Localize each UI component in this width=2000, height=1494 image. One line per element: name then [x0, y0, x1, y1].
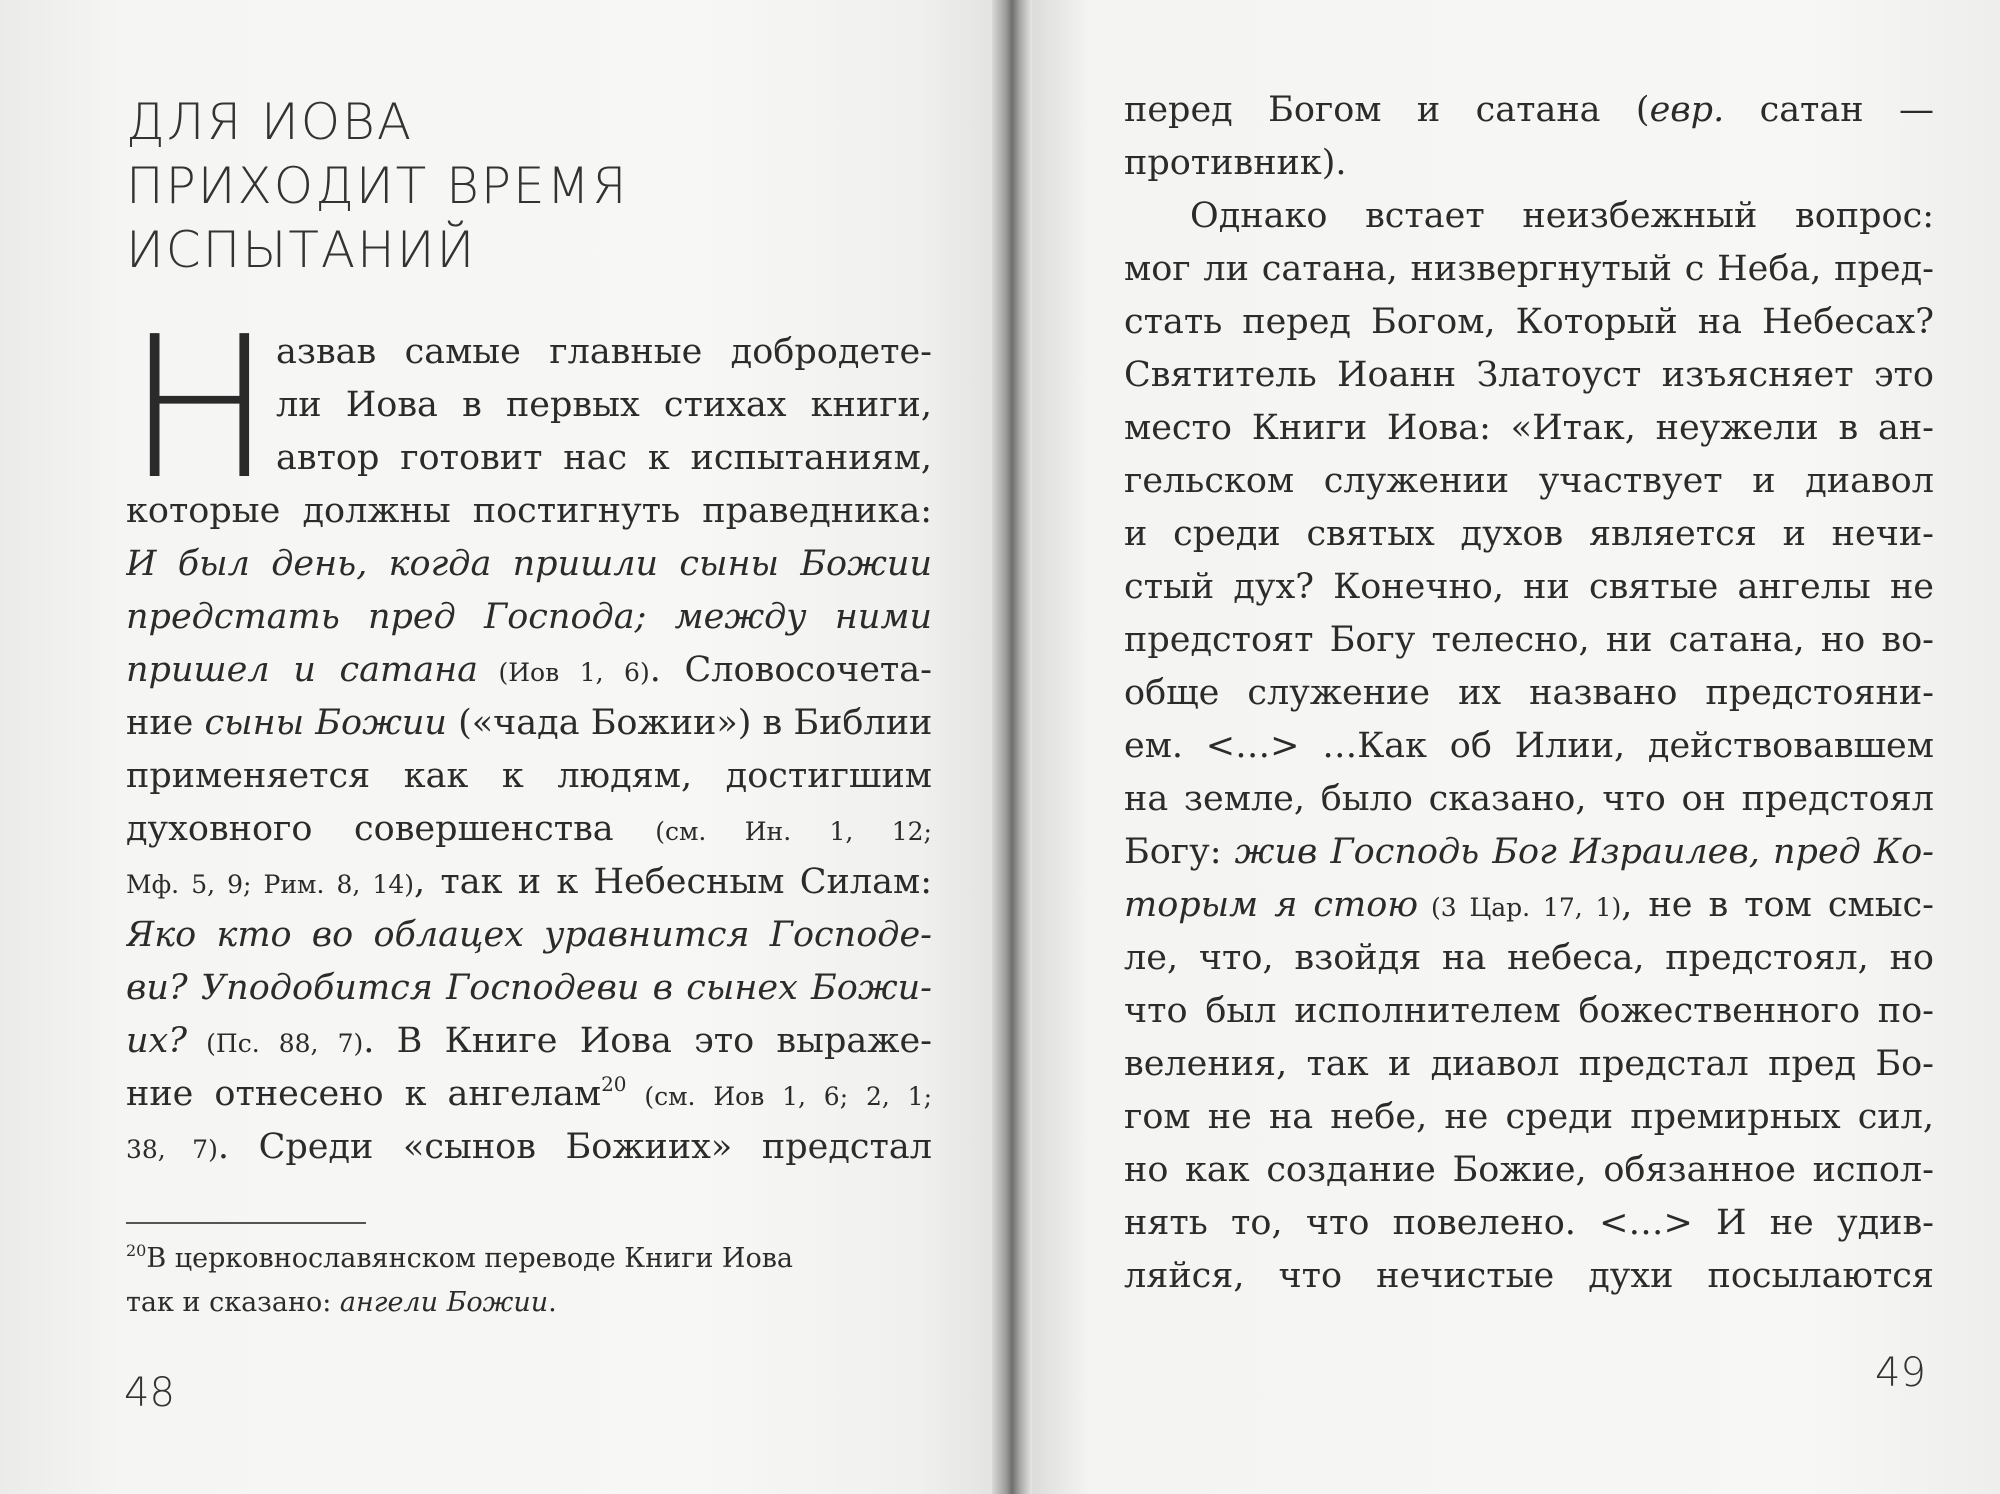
text-line: ли Иова в первых стихах книги, [276, 385, 932, 425]
text-line: ле, что, взойдя на небеса, предстоял, но [1124, 938, 1934, 978]
footnote-reference: 20 [601, 1072, 627, 1096]
footnote-line: $^{20}$В церковнославянском переводе Книги Иова [126, 1241, 794, 1274]
text-line: духовного совершенства (см. Ин. 1, 12; [126, 809, 932, 849]
footnote-marker: 20 [126, 1241, 147, 1260]
text-line: и среди святых духов является и нечи- [1124, 514, 1934, 554]
text-line: 38, 7). Среди «сынов Божиих» предстал [126, 1127, 932, 1167]
text-line: Богу: жив Господь Бог Израилев, пред Ко- [1124, 832, 1934, 872]
quote-line: ви? Уподобится Господеви в сынех Божи- [126, 968, 932, 1008]
quote-line: предстать пред Господа; между ними [126, 597, 932, 637]
text-line: пришел и сатана (Иов 1, 6). Словосочета- [126, 650, 932, 690]
text-line: но как создание Божие, обязанное испол- [1124, 1150, 1934, 1190]
text-line: торым я стою (3 Цар. 17, 1), не в том смыс- [1124, 885, 1934, 925]
text-line: ляйся, что нечистые духи посылаются [1124, 1256, 1934, 1296]
text-line: Однако встает неизбежный вопрос: [1190, 196, 1934, 236]
text-line: что был исполнителем божественного по- [1124, 991, 1934, 1031]
text-line: веления, так и диавол предстал пред Бо- [1124, 1044, 1934, 1084]
chapter-title-line: ДЛЯ ИОВА [126, 93, 414, 151]
text-line: ем. <…> …Как об Илии, действовавшем [1124, 726, 1934, 766]
text-line: применяется как к людям, достигшим [126, 756, 932, 796]
chapter-title [126, 90, 926, 282]
text-line: перед Богом и сатана (евр. сатан — [1124, 90, 1934, 130]
book-gutter [992, 0, 1032, 1494]
text-line: их? (Пс. 88, 7). В Книге Иова это выраже- [126, 1021, 932, 1061]
page-number-left: 48 [124, 1370, 175, 1416]
page-number-right: 49 [1875, 1350, 1926, 1396]
drop-cap: Н [126, 295, 274, 523]
chapter-title-line: ПРИХОДИТ ВРЕМЯ [126, 157, 629, 215]
footnote-line: так и сказано: ангели Божии. [126, 1287, 557, 1318]
text-line: противник). [1124, 143, 1347, 183]
text-line: мог ли сатана, низвергнутый с Неба, пред- [1124, 249, 1934, 289]
text-line: которые должны постигнуть праведника: [126, 491, 932, 531]
text-line: автор готовит нас к испытаниям, [276, 438, 932, 478]
left-body-text [126, 295, 932, 1174]
text-line: место Книги Иова: «Итак, неужели в ан- [1124, 408, 1934, 448]
footnote-divider [126, 1222, 366, 1224]
chapter-title-line: ИСПЫТАНИЙ [126, 221, 477, 279]
footnote [126, 1237, 932, 1325]
text-line: азвав самые главные добродете- [276, 332, 932, 372]
text-line: Святитель Иоанн Златоуст изъясняет это [1124, 355, 1934, 395]
quote-line: И был день, когда пришли сыны Божии [126, 544, 932, 584]
text-line: гом не на небе, не среди премирных сил, [1124, 1097, 1934, 1137]
right-body-text [1124, 84, 1934, 1303]
text-line: ние отнесено к ангелам$^{20}$ (см. Иов 1, 6; 2, 1; [126, 1072, 932, 1114]
text-line: нять то, что повелено. <…> И не удив- [1124, 1203, 1934, 1243]
text-line: ние сыны Божии («чада Божии») в Библии [126, 703, 932, 743]
text-line: Мф. 5, 9; Рим. 8, 14), так и к Небесным Силам: [126, 862, 932, 902]
quote-line: Яко кто во облацех уравнится Господе- [126, 915, 932, 955]
text-line: стать перед Богом, Который на Небесах? [1124, 302, 1934, 342]
text-line: на земле, было сказано, что он предстоял [1124, 779, 1934, 819]
text-line: предстоят Богу телесно, ни сатана, но во- [1124, 620, 1934, 660]
text-line: стый дух? Конечно, ни святые ангелы не [1124, 567, 1934, 607]
text-line: обще служение их названо предстояни- [1124, 673, 1934, 713]
text-line: гельском служении участвует и диавол [1124, 461, 1934, 501]
